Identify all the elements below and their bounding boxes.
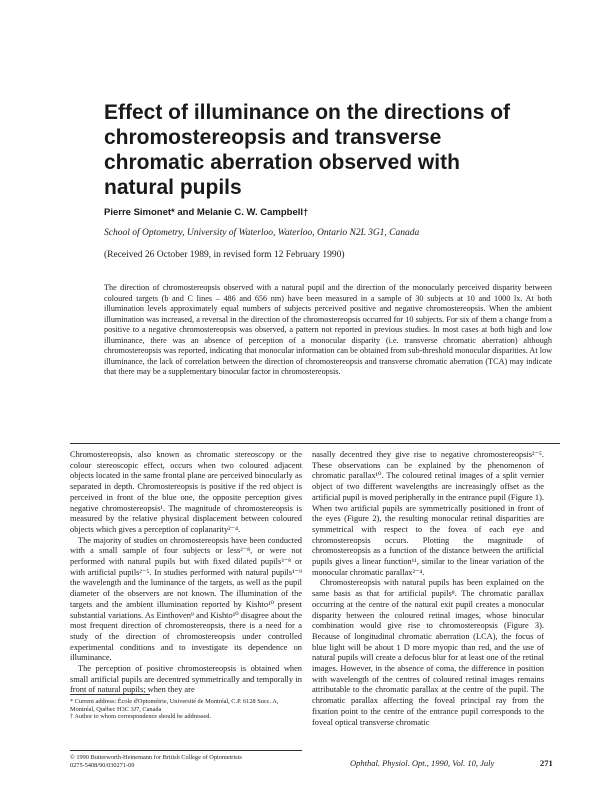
paragraph: The perception of positive chromostereopsis is obtained when small artificial pupils are decentred symmetrically and temporally in front of natural pupils; when they are <box>70 664 302 695</box>
footnote: † Author to whom correspondence should be addressed. <box>70 713 211 721</box>
footnotes <box>70 698 302 721</box>
paragraph: nasally decentred they give rise to negative chromostereopsis²⁻⁵. These observations can be explained by the phenomenon of chromatic parallax¹⁰. The coloured retinal images of a split vernier object of two different wavelengths are increasingly offset as the artificial pupil is moved peripherally in the entrance pupil (Figure 1). When two artificial pupils are symmetrically positioned in front of the eyes (Figure 2), the resulting monocular retinal disparities are symmetrical with respect to the fovea of each eye and chromostereopsis occurs. Plotting the magnitude of chromostereopsis as a function of the distance between the artificial pupils gives a linear function¹¹, similar to the linear variation of the monocular chromatic parallax²⁻⁴. <box>312 450 544 577</box>
copyright-divider <box>70 750 302 751</box>
abstract: The direction of chromostereopsis observed with a natural pupil and the direction of the monocularly perceived disparity between coloured targets (b and C lines – 486 and 656 nm) have been measured in a sample of 30 subjects at 10 and 1000 lx. At both illumination levels approximately equal numbers of subjects perceived positive and negative chromostereopsis. When the ambient illumination was increased, a reversal in the direction of the chromostereopsis occurred for 10 subjects. For six of them a change from a positive to a negative chromostereopsis was observed, a pattern not reported in previous studies. In most cases at both high and low illuminance, there was an absence of perception of a monocular disparity (i.e. transverse chromatic aberration) although chromostereopsis was reported, indicating that monocular information can be obtained from sub-threshold monocular disparities. At low illuminance, the lack of correlation between the direction of chromostereopsis and transverse chromatic aberration (TCA) may indicate that there may be a supplementary binocular factor in chromostereopsis. <box>104 283 552 376</box>
section-divider <box>70 443 560 444</box>
footnote: * Current address: École d'Optométrie, Université de Montréal, C.P. 6128 Succ. A, Montréal, Québec H3C 3J7, Canada <box>70 698 279 713</box>
copyright-block <box>70 754 310 769</box>
authors: Pierre Simonet* and Melanie C. W. Campbell† <box>104 207 309 218</box>
journal-citation: Ophthal. Physiol. Opt., 1990, Vol. 10, July <box>350 758 495 768</box>
paragraph: Chromostereopsis with natural pupils has been explained on the same basis as that for artificial pupils⁸. The chromatic parallax occurring at the centre of the natural exit pupil creates a monocular disparity between the coloured retinal images, whose binocular combination would give rise to chromostereopsis (Figure 3). Because of longitudinal chromatic aberration (LCA), the focus of blue light will be about 1 D more myopic than red, and the use of natural pupils will create a defocus blur for at least one of the retinal images. However, in the absence of coma, the difference in position with wavelength of the centres of coloured retinal images remains attributable to the chromatic parallax at the centre of the pupil. The chromatic parallax affecting the foveal principal ray from the fixation point to the centre of the entrance pupil corresponds to the foveal optical transverse chromatic <box>312 578 544 727</box>
body-column-right <box>312 450 544 728</box>
affiliation: School of Optometry, University of Waterloo, Waterloo, Ontario N2L 3G1, Canada <box>104 228 420 238</box>
received-date: (Received 26 October 1989, in revised form 12 February 1990) <box>104 250 345 260</box>
issn-line: 0275-5408/90/030271-09 <box>70 761 135 769</box>
footnote-divider <box>70 694 150 695</box>
page-number: 271 <box>540 758 553 768</box>
paragraph: Chromostereopsis, also known as chromatic stereoscopy or the colour stereoscopic effect, occurs when two coloured adjacent objects located in the same frontal plane are perceived binocularly as separated in depth. Chromostereopsis is positive if the red object is perceived in front of the blue one, the opposite perception gives negative chromostereopsis¹. The magnitude of chromostereopsis is measured by the relative physical displacement between coloured objects which gives a perception of coplanarity²⁻⁴. <box>70 450 302 534</box>
body-column-left <box>70 450 302 696</box>
paragraph: The majority of studies on chromostereopsis have been conducted with a small sample of four subjects or less²⁻⁸, or were not performed with natural pupils but with fixed dilated pupils³⁻⁸ or with artificial pupils²⁻⁵. In studies performed with natural pupils¹⁻⁹ the wavelength and the luminance of the targets, as well as the pupil diameter of the observers are not known. The illumination of the targets and the ambient illumination reported by Kishto¹⁰ present substantial variations. As Einthoven⁹ and Kishto¹⁰ disagree about the most frequent direction of chromostereopsis, there is a need for a study of the direction of chromostereopsis under controlled experimental conditions and to investigate its dependence on illuminance. <box>70 535 302 663</box>
copyright-line: © 1990 Butterworth-Heinemann for British College of Optometrists <box>70 754 242 761</box>
article-title: Effect of illuminance on the directions of chromostereopsis and transverse chromatic aberration observed with natural pupils <box>104 101 511 199</box>
